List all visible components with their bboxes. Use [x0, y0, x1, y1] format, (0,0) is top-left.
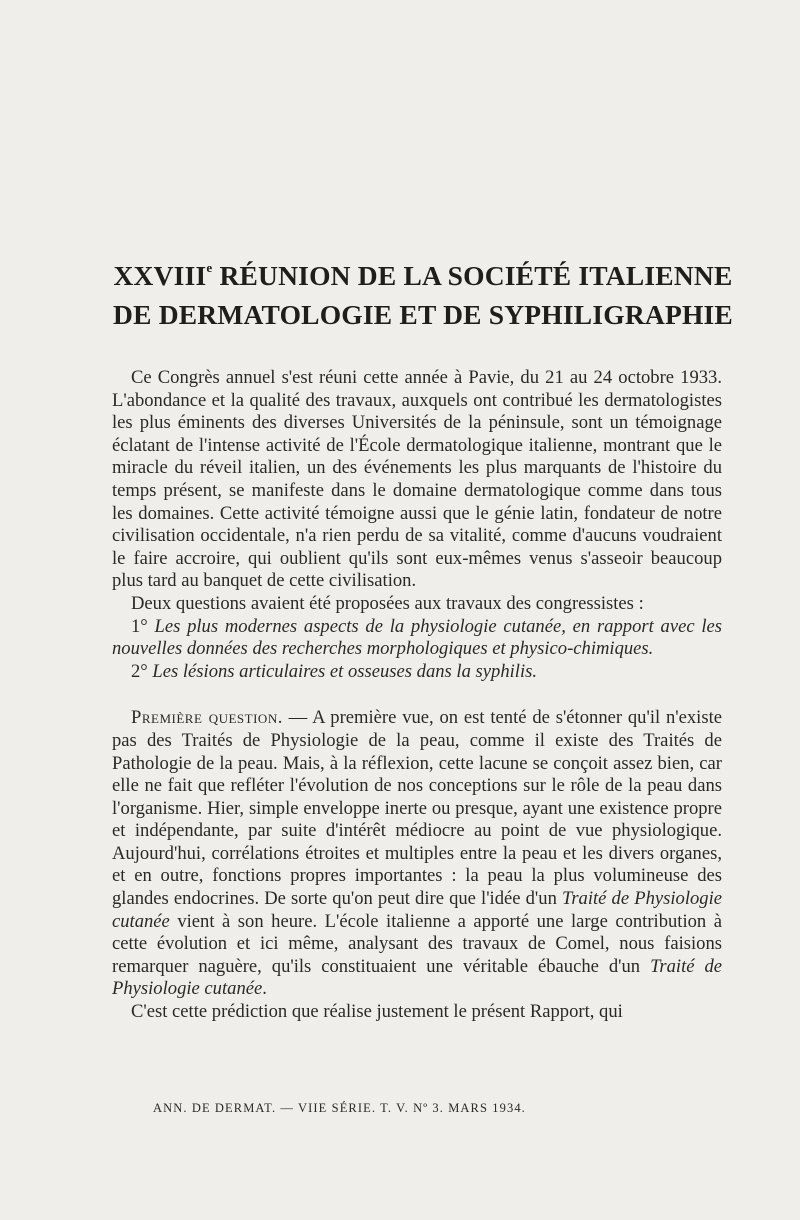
closing-paragraph: C'est cette prédiction que réalise justement le présent Rapport, qui — [131, 1001, 623, 1023]
question-2 — [112, 661, 722, 684]
section-italic-a: Traité de Physiologie cutanée — [112, 888, 722, 932]
section-text-c: . — [262, 978, 267, 1000]
question-1 — [112, 616, 722, 661]
article-body — [112, 367, 722, 1024]
section-spacer — [112, 683, 722, 707]
title-ordinal-sup: e — [206, 260, 213, 275]
questions-intro: Deux questions avaient été proposées aux travaux des congressistes : — [131, 592, 644, 614]
question-2-number: 2° — [131, 660, 148, 682]
title-line-2: DE DERMATOLOGIE ET DE SYPHILIGRAPHIE — [113, 299, 733, 330]
section-italic-b: Traité de Physiologie cutanée — [112, 955, 722, 1000]
section-text-b: vient à son heure. L'école italienne a apporté une large contribution à cette évolution et ici même, analysant des travaux de Comel, nous faisions remarquer naguère, qu'ils constituaient une véritable ébauche d'un — [112, 910, 722, 977]
title-ordinal: XXVIII — [113, 260, 207, 291]
section-paragraph — [112, 707, 722, 1001]
question-1-text: Les plus modernes aspects de la physiologie cutanée, en rapport avec les nouvelles données des recherches morphologiques et physico-chimiques. — [112, 615, 722, 660]
intro-paragraph: Ce Congrès annuel s'est réuni cette année à Pavie, du 21 au 24 octobre 1933. L'abondance et la qualité des travaux, auxquels ont contribué les dermatologistes les plus éminents des diverses Universités de la péninsule, sont un témoignage éclatant de l'intense activité de l'École dermatologique italienne, montrant que le miracle du réveil italien, un des événements les plus marquants de l'histoire du temps présent, se manifeste dans le domaine dermatologique comme dans tous les domaines. Cette activité témoigne aussi que le génie latin, fondateur de notre civilisation occidentale, n'a rien perdu de sa vitalité, comme d'aucuns voudraient le faire accroire, qui oublient qu'ils sont eux-mêmes venus s'asseoir beaucoup plus tard au banquet de cette civilisation. — [112, 367, 722, 592]
title-line-1-rest: RÉUNION DE LA SOCIÉTÉ ITALIENNE — [212, 260, 733, 291]
question-1-number: 1° — [131, 615, 148, 637]
section-text-a: A première vue, on est tenté de s'étonner qu'il n'existe pas des Traités de Physiologie de la peau, comme il existe des Traités de Pathologie de la peau. Mais, à la réflexion, cette lacune se conçoit assez bien, car elle ne fait que refléter l'évolution de nos conceptions sur le rôle de la peau dans l'organisme. Hier, simple enveloppe inerte ou presque, ayant une existence propre et indépendante, par suite d'intérêt médiocre au point de vue physiologique. Aujourd'hui, corrélations étroites et multiples entre la peau et les divers organes, et en outre, fonctions propres importantes : la peau la plus volumineuse des glandes endocrines. De sorte qu'on peut dire que l'idée d'un — [112, 707, 722, 910]
running-footer: ANN. DE DERMAT. — VIIE SÉRIE. T. V. Nº 3. MARS 1934. — [153, 1101, 526, 1115]
section-heading: Première question. — [131, 707, 283, 729]
section-dash: — — [282, 707, 313, 729]
title-line-1 — [112, 248, 734, 295]
question-2-text: Les lésions articulaires et osseuses dans la syphilis. — [152, 660, 538, 682]
article-title — [112, 248, 734, 334]
